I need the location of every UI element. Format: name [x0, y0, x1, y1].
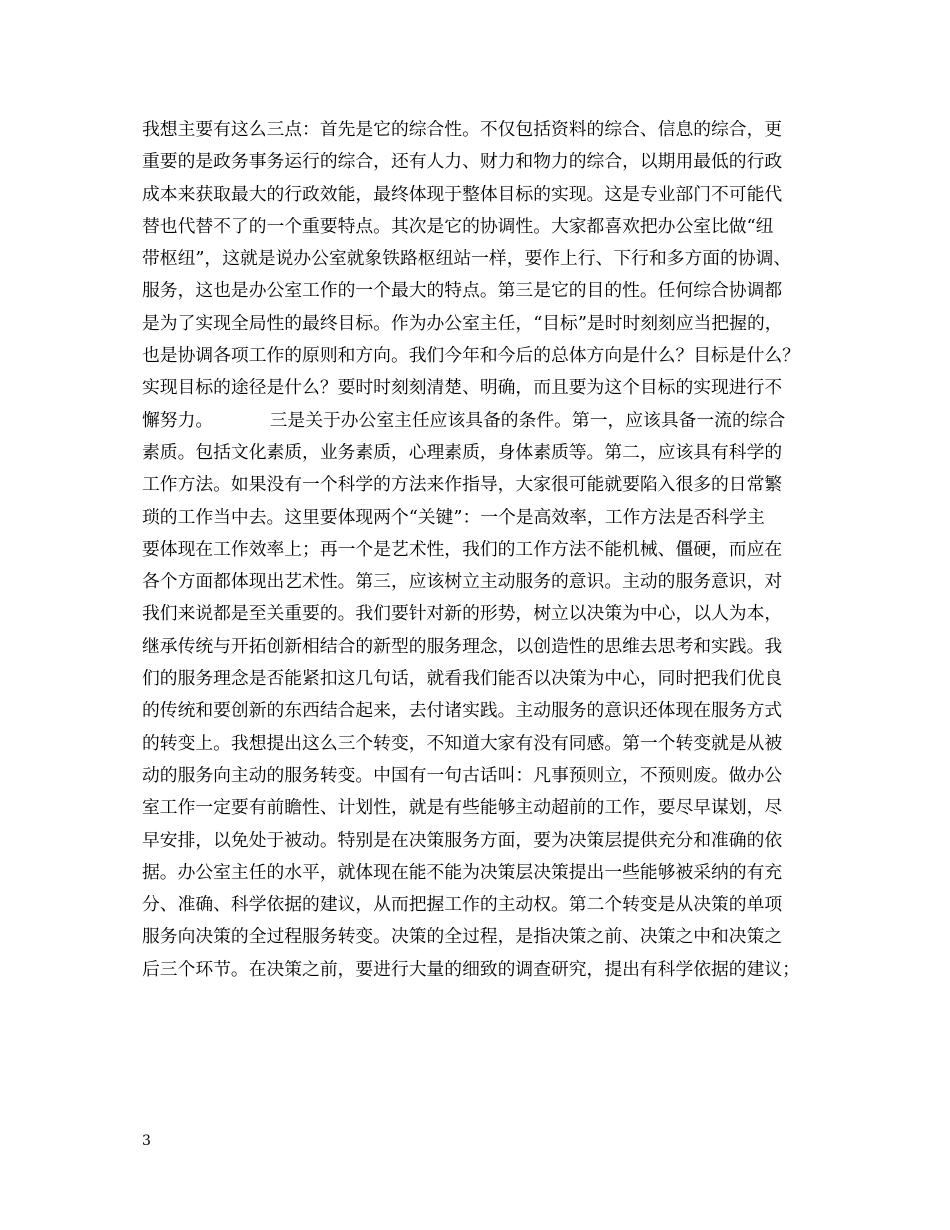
text-line: 是为了实现全局性的最终目标。作为办公室主任，“目标”是时时刻刻应当把握的，: [142, 312, 783, 334]
text-line: 替也代替不了的一个重要特点。其次是它的协调性。大家都喜欢把办公室比做“纽: [142, 215, 774, 237]
text-line: 素质。包括文化素质，业务素质，心理素质，身体素质等。第二，应该具有科学的: [142, 441, 783, 463]
text-line: 早安排，以免处于被动。特别是在决策服务方面，要为决策层提供充分和准确的依: [142, 829, 783, 851]
text-line: 们的服务理念是否能紧扣这几句话，就看我们能否以决策为中心，同时把我们优良: [142, 668, 783, 690]
text-line: 重要的是政务事务运行的综合，还有人力、财力和物力的综合，以期用最低的行政: [142, 151, 783, 173]
text-line: 服务，这也是办公室工作的一个最大的特点。第三是它的目的性。任何综合协调都: [142, 280, 783, 302]
text-line: 的转变上。我想提出这么三个转变，不知道大家有没有同感。第一个转变就是从被: [142, 732, 783, 754]
text-line: 带枢纽”，这就是说办公室就象铁路枢纽站一样，要作上行、下行和多方面的协调、: [142, 248, 792, 270]
text-line: 工作方法。如果没有一个科学的方法来作指导，大家很可能就要陷入很多的日常繁: [142, 474, 783, 496]
text-line: 要体现在工作效率上；再一个是艺术性，我们的工作方法不能机械、僵硬，而应在: [142, 538, 783, 560]
text-line: 的传统和要创新的东西结合起来，去付诸实践。主动服务的意识还体现在服务方式: [142, 700, 783, 722]
text-line: 室工作一定要有前瞻性、计划性，就是有些能够主动超前的工作，要尽早谋划，尽: [142, 797, 783, 819]
text-line: 成本来获取最大的行政效能，最终体现于整体目标的实现。这是专业部门不可能代: [142, 183, 783, 205]
text-line: 我们来说都是至关重要的。我们要针对新的形势，树立以决策为中心，以人为本，: [142, 603, 783, 625]
text-line: 各个方面都体现出艺术性。第三，应该树立主动服务的意识。主动的服务意识，对: [142, 571, 783, 593]
body-text: [142, 114, 822, 986]
text-line: 我想主要有这么三点：首先是它的综合性。不仅包括资料的综合、信息的综合，更: [142, 119, 783, 140]
text-line: 实现目标的途径是什么？要时时刻刻清楚、明确，而且要为这个目标的实现进行不: [142, 377, 783, 399]
text-line: 据。办公室主任的水平，就体现在能不能为决策层决策提出一些能够被采纳的有充: [142, 861, 783, 883]
text-line: 懈努力。 三是关于办公室主任应该具备的条件。第一，应该具备一流的综合: [142, 409, 786, 431]
text-line: 分、准确、科学依据的建议，从而把握工作的主动权。第二个转变是从决策的单项: [142, 894, 783, 916]
text-line: 动的服务向主动的服务转变。中国有一句古话叫：凡事预则立，不预则废。做办公: [142, 764, 783, 786]
page-number: 3: [142, 1133, 151, 1149]
text-line: 后三个环节。在决策之前，要进行大量的细致的调查研究，提出有科学依据的建议；: [142, 958, 800, 980]
text-line: 琐的工作当中去。这里要体现两个“关键”：一个是高效率，工作方法是否科学主: [142, 506, 765, 528]
text-line: 继承传统与开拓创新相结合的新型的服务理念，以创造性的思维去思考和实践。我: [142, 635, 783, 657]
text-line: 服务向决策的全过程服务转变。决策的全过程，是指决策之前、决策之中和决策之: [142, 926, 783, 948]
text-line: 也是协调各项工作的原则和方向。我们今年和今后的总体方向是什么？目标是什么？: [142, 345, 800, 367]
